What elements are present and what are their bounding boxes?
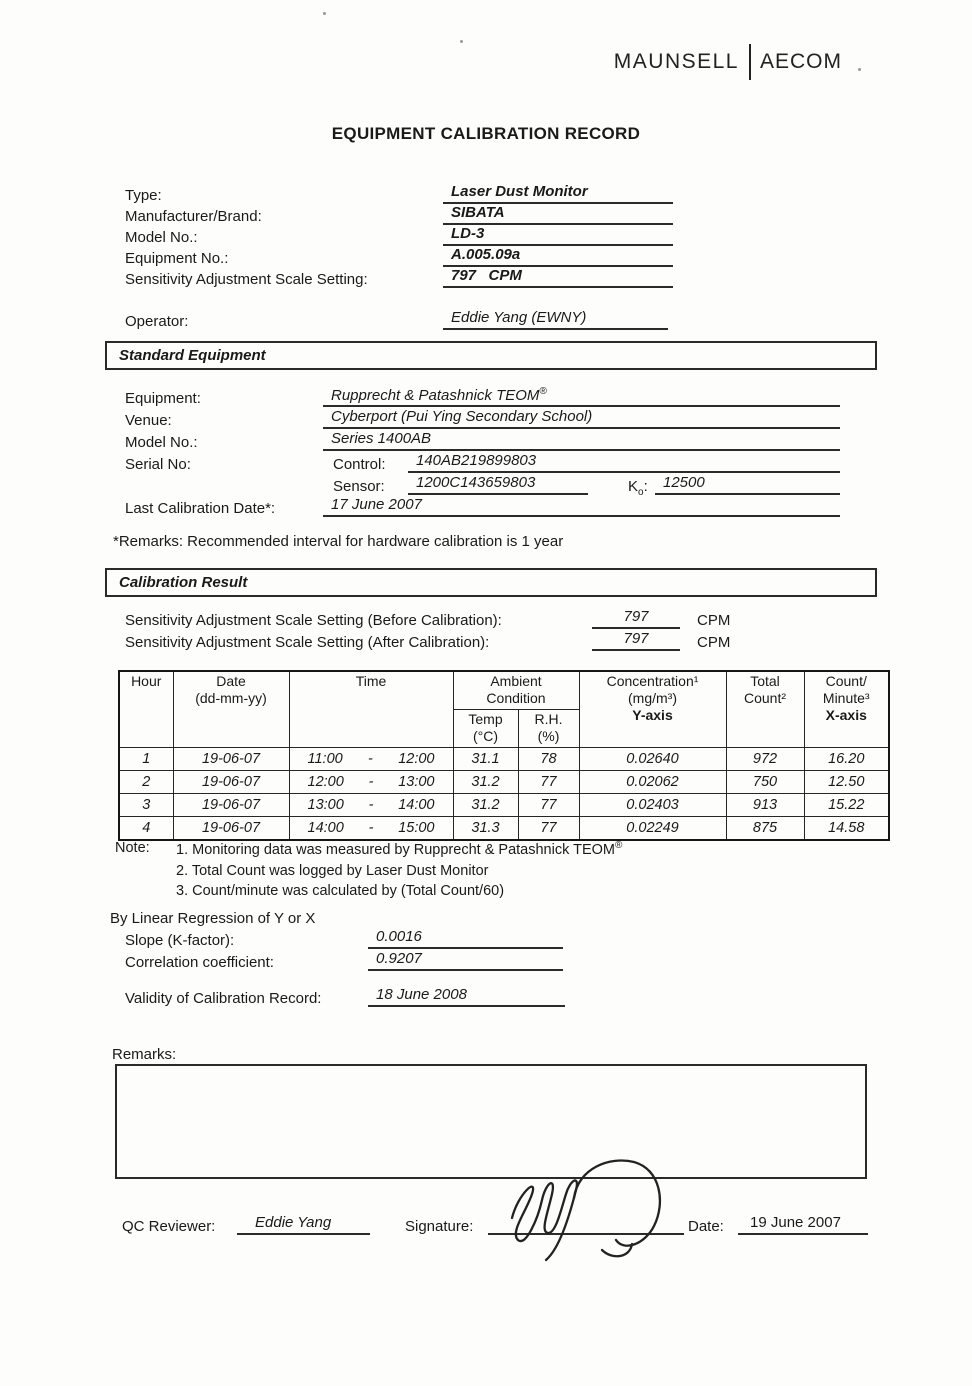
cell-temp: 31.1 bbox=[453, 747, 518, 770]
cell-count-minute: 12.50 bbox=[804, 770, 889, 793]
field-label-sensitivity: Sensitivity Adjustment Scale Setting: bbox=[125, 271, 368, 288]
date-label: Date: bbox=[688, 1218, 724, 1235]
col-header-time: Time bbox=[289, 671, 453, 747]
cell-rh: 77 bbox=[518, 816, 579, 840]
note-label: Note: bbox=[115, 840, 150, 856]
field-value-sensitivity: 797 CPM bbox=[443, 267, 673, 288]
cr-unit-after: CPM bbox=[697, 634, 731, 651]
regression-corr-value: 0.9207 bbox=[368, 950, 563, 971]
cell-total-count: 972 bbox=[726, 747, 804, 770]
cell-rh: 78 bbox=[518, 747, 579, 770]
field-value-manufacturer: SIBATA bbox=[443, 204, 673, 225]
cr-value-after: 797 bbox=[592, 630, 680, 651]
logo-maunsell: MAUNSELL bbox=[613, 50, 739, 73]
col-header-temp: Temp (°C) bbox=[453, 709, 518, 747]
se-value-equipment: Rupprecht & Patashnick TEOM® bbox=[323, 386, 840, 407]
col-header-count-minute: Count/ Minute³ X-axis bbox=[804, 671, 889, 747]
qc-reviewer-label: QC Reviewer: bbox=[122, 1218, 216, 1235]
qc-reviewer-value: Eddie Yang bbox=[237, 1214, 370, 1235]
note-item-1: 1. Monitoring data was measured by Rupprecht & Patashnick TEOM® bbox=[176, 840, 623, 858]
scan-speck bbox=[858, 68, 861, 71]
field-value-model: LD-3 bbox=[443, 225, 673, 246]
se-label-last-calibration: Last Calibration Date*: bbox=[125, 500, 276, 517]
se-value-last-calibration: 17 June 2007 bbox=[323, 496, 840, 517]
registered-mark: ® bbox=[539, 386, 547, 397]
regression-corr-label: Correlation coefficient: bbox=[125, 954, 274, 971]
cell-time: 13:00 - 14:00 bbox=[289, 793, 453, 816]
scan-speck bbox=[323, 12, 326, 15]
cr-label-before: Sensitivity Adjustment Scale Setting (Before Calibration): bbox=[125, 612, 502, 629]
signature-image bbox=[482, 1150, 682, 1262]
se-label-model: Model No.: bbox=[125, 434, 198, 451]
company-logo bbox=[614, 44, 842, 80]
col-header-hour: Hour bbox=[119, 671, 173, 747]
table-row bbox=[119, 770, 889, 793]
calibration-data-table bbox=[118, 670, 890, 841]
col-header-rh: R.H. (%) bbox=[518, 709, 579, 747]
validity-label: Validity of Calibration Record: bbox=[125, 990, 322, 1007]
cell-hour: 3 bbox=[119, 793, 173, 816]
cell-time: 12:00 - 13:00 bbox=[289, 770, 453, 793]
se-label-ko: $K_o$: bbox=[628, 478, 648, 498]
field-label-type: Type: bbox=[125, 187, 162, 204]
cell-hour: 4 bbox=[119, 816, 173, 840]
date-value: 19 June 2007 bbox=[738, 1214, 868, 1235]
cell-temp: 31.2 bbox=[453, 793, 518, 816]
field-value-equipment-no: A.005.09a bbox=[443, 246, 673, 267]
logo-divider bbox=[749, 44, 751, 80]
regression-slope-label: Slope (K-factor): bbox=[125, 932, 235, 949]
cell-total-count: 750 bbox=[726, 770, 804, 793]
field-label-equipment-no: Equipment No.: bbox=[125, 250, 229, 267]
cell-concentration: 0.02062 bbox=[579, 770, 726, 793]
cell-hour: 1 bbox=[119, 747, 173, 770]
table-row bbox=[119, 816, 889, 840]
cell-date: 19-06-07 bbox=[173, 816, 289, 840]
col-header-total-count: Total Count² bbox=[726, 671, 804, 747]
cr-label-after: Sensitivity Adjustment Scale Setting (After Calibration): bbox=[125, 634, 490, 651]
cell-concentration: 0.02640 bbox=[579, 747, 726, 770]
field-label-operator: Operator: bbox=[125, 313, 189, 330]
remarks-note: *Remarks: Recommended interval for hardware calibration is 1 year bbox=[113, 533, 564, 550]
field-value-type: Laser Dust Monitor bbox=[443, 183, 673, 204]
cell-temp: 31.3 bbox=[453, 816, 518, 840]
cell-concentration: 0.02403 bbox=[579, 793, 726, 816]
field-label-manufacturer: Manufacturer/Brand: bbox=[125, 208, 262, 225]
logo-aecom: AECOM bbox=[759, 50, 842, 73]
cell-total-count: 913 bbox=[726, 793, 804, 816]
cell-count-minute: 15.22 bbox=[804, 793, 889, 816]
scan-speck bbox=[460, 40, 463, 43]
cell-total-count: 875 bbox=[726, 816, 804, 840]
se-value-sensor: 1200C143659803 bbox=[408, 474, 588, 495]
cr-unit-before: CPM bbox=[697, 612, 731, 629]
section-standard-equipment: Standard Equipment bbox=[105, 341, 877, 370]
se-value-ko: 12500 bbox=[655, 474, 840, 495]
cell-rh: 77 bbox=[518, 793, 579, 816]
note-item-2: 2. Total Count was logged by Laser Dust Monitor bbox=[176, 862, 489, 879]
cell-date: 19-06-07 bbox=[173, 747, 289, 770]
section-calibration-result: Calibration Result bbox=[105, 568, 877, 597]
cr-value-before: 797 bbox=[592, 608, 680, 629]
cell-rh: 77 bbox=[518, 770, 579, 793]
table-row bbox=[119, 747, 889, 770]
se-value-venue: Cyberport (Pui Ying Secondary School) bbox=[323, 408, 840, 429]
cell-count-minute: 14.58 bbox=[804, 816, 889, 840]
field-label-model: Model No.: bbox=[125, 229, 198, 246]
validity-value: 18 June 2008 bbox=[368, 986, 565, 1007]
se-label-equipment: Equipment: bbox=[125, 390, 201, 407]
cell-date: 19-06-07 bbox=[173, 793, 289, 816]
regression-slope-value: 0.0016 bbox=[368, 928, 563, 949]
cell-time: 11:00 - 12:00 bbox=[289, 747, 453, 770]
table-row bbox=[119, 793, 889, 816]
col-header-ambient: Ambient Condition bbox=[453, 671, 579, 709]
se-value-control: 140AB219899803 bbox=[408, 452, 840, 473]
se-label-serial: Serial No: bbox=[125, 456, 191, 473]
cell-time: 14:00 - 15:00 bbox=[289, 816, 453, 840]
cell-date: 19-06-07 bbox=[173, 770, 289, 793]
se-label-control: Control: bbox=[333, 456, 386, 473]
regression-heading: By Linear Regression of Y or X bbox=[110, 910, 316, 927]
col-header-date: Date (dd-mm-yy) bbox=[173, 671, 289, 747]
remarks-label: Remarks: bbox=[112, 1046, 177, 1063]
signature-label: Signature: bbox=[405, 1218, 474, 1235]
se-label-sensor: Sensor: bbox=[333, 478, 385, 495]
registered-mark: ® bbox=[614, 840, 623, 851]
page-title: EQUIPMENT CALIBRATION RECORD bbox=[331, 124, 641, 143]
note-item-3: 3. Count/minute was calculated by (Total Count/60) bbox=[176, 882, 505, 899]
col-header-concentration: Concentration¹ (mg/m³) Y-axis bbox=[579, 671, 726, 747]
cell-hour: 2 bbox=[119, 770, 173, 793]
cell-concentration: 0.02249 bbox=[579, 816, 726, 840]
se-value-model: Series 1400AB bbox=[323, 430, 840, 451]
cell-count-minute: 16.20 bbox=[804, 747, 889, 770]
field-value-operator: Eddie Yang (EWNY) bbox=[443, 309, 668, 330]
se-label-venue: Venue: bbox=[125, 412, 172, 429]
cell-temp: 31.2 bbox=[453, 770, 518, 793]
